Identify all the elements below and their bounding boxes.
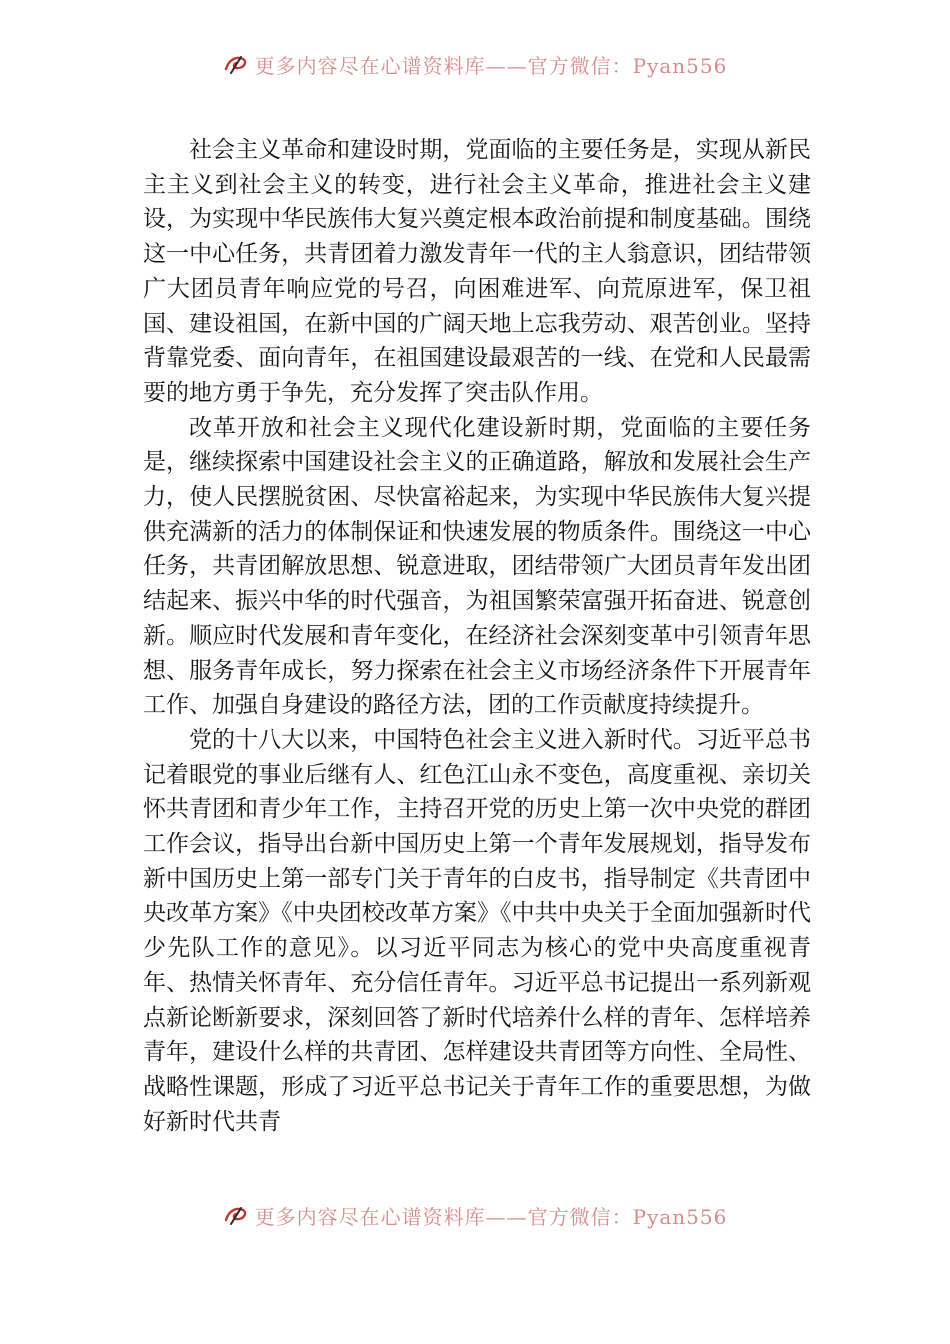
footer-watermark [0, 1206, 950, 1236]
paragraph-socialist-revolution: 社会主义革命和建设时期，党面临的主要任务是，实现从新民主主义到社会主义的转变，进行社会主义革命，推进社会主义建设，为实现中华民族伟大复兴奠定根本政治前提和制度基础。围绕这一中心任务，共青团着力激发青年一代的主人翁意识，团结带领广大团员青年响应党的号召，向困难进军、向荒原进军，保卫祖国、建设祖国，在新中国的广阔天地上忘我劳动、艰苦创业。坚持背靠党委、面向青年，在祖国建设最艰苦的一线、在党和人民最需要的地方勇于争先，充分发挥了突击队作用。 [143, 137, 811, 406]
watermark-text: 更多内容尽在心谱资料库——官方微信：Pyan556 [254, 55, 728, 78]
document-body [143, 133, 811, 1139]
paragraph-new-era: 党的十八大以来，中国特色社会主义进入新时代。习近平总书记着眼党的事业后继有人、红色江山永不变色，高度重视、亲切关怀共青团和青少年工作，主持召开党的历史上第一次中央党的群团工作会议，指导出台新中国历史上第一个青年发展规划，指导发布新中国历史上第一部专门关于青年的白皮书，指导制定《共青团中央改革方案》《中央团校改革方案》《中共中央关于全面加强新时代少先队工作的意见》。以习近平同志为核心的党中央高度重视青年、热情关怀青年、充分信任青年。习近平总书记提出一系列新观点新论断新要求，深刻回答了新时代培养什么样的青年、怎样培养青年，建设什么样的共青团、怎样建设共青团等方向性、全局性、战略性课题，形成了习近平总书记关于青年工作的重要思想，为做好新时代共青 [143, 726, 811, 1135]
pen-swirl-logo-icon [223, 1206, 249, 1226]
watermark-text: 更多内容尽在心谱资料库——官方微信：Pyan556 [254, 1206, 728, 1229]
paragraph-reform-opening: 改革开放和社会主义现代化建设新时期，党面临的主要任务是，继续探索中国建设社会主义的正确道路，解放和发展社会生产力，使人民摆脱贫困、尽快富裕起来，为实现中华民族伟大复兴提供充满新的活力的体制保证和快速发展的物质条件。围绕这一中心任务，共青团解放思想、锐意进取，团结带领广大团员青年发出团结起来、振兴中华的时代强音，为祖国繁荣富强开拓奋进、锐意创新。顺应时代发展和青年变化，在经济社会深刻变革中引领青年思想、服务青年成长，努力探索在社会主义市场经济条件下开展青年工作、加强自身建设的路径方法，团的工作贡献度持续提升。 [143, 414, 811, 719]
pen-swirl-logo-icon [223, 55, 249, 75]
header-watermark [0, 55, 950, 85]
